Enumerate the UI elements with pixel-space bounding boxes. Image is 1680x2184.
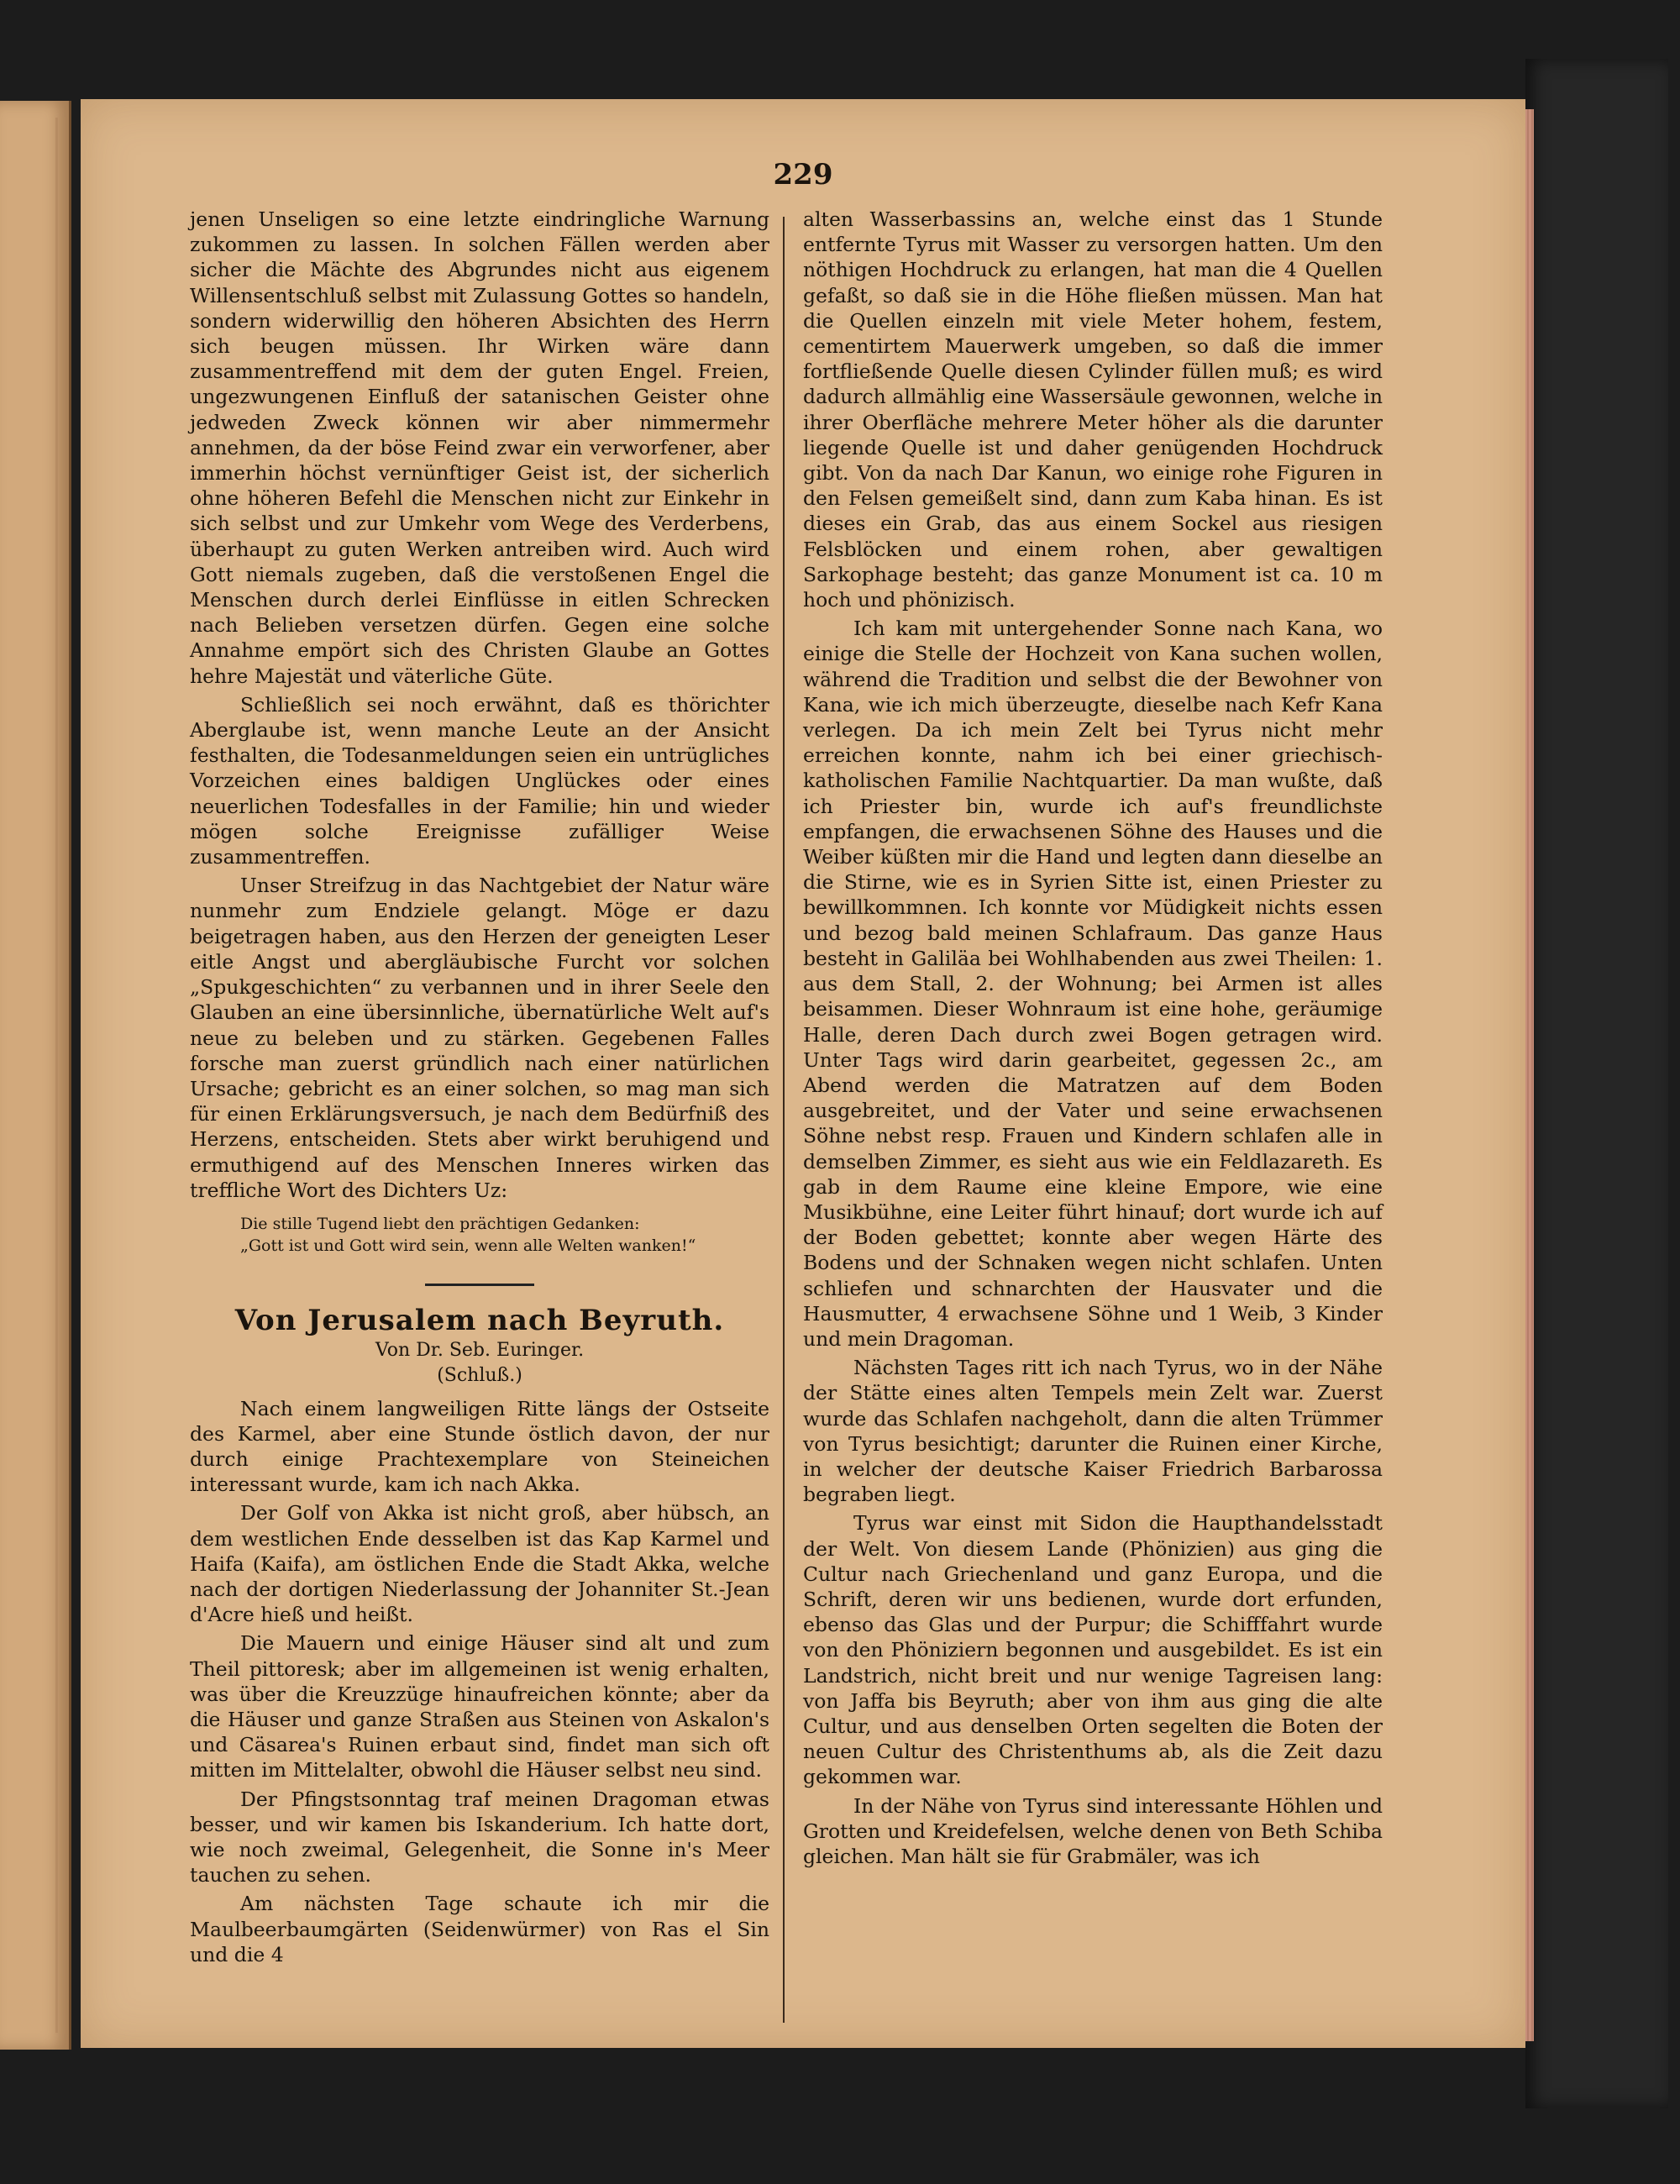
paragraph: Der Golf von Akka ist nicht groß, aber hübsch, an dem westlichen Ende desselben ist das Kap Karmel und Haifa (Kaifa), am östlichen Ende die Stadt Akka, welche nach der dortigen Niederlassung der Johanniter St.-Jean d'Acre hieß und heißt. bbox=[190, 1501, 769, 1627]
paragraph: Nächsten Tages ritt ich nach Tyrus, wo in der Nähe der Stätte eines alten Tempels mein Zelt war. Zuerst wurde das Schlafen nachgeholt, dann die alten Trümmer von Tyrus besichtigt; darunter die Ruinen einer Kirche, in welcher der deutsche Kaiser Friedrich Barbarossa begraben liegt. bbox=[803, 1356, 1383, 1507]
paragraph: Schließlich sei noch erwähnt, daß es thörichter Aberglaube ist, wenn manche Leute an der Ansicht festhalten, die Todesanmeldungen seien ein untrügliches Vorzeichen eines baldigen Unglückes oder eines neuerlichen Todesfalles in der Familie; hin und wieder mögen solche Ereignisse zufälliger Weise zusammentreffen. bbox=[190, 692, 769, 869]
article-author: Von Dr. Seb. Euringer. bbox=[375, 1340, 585, 1362]
article-subtitle: (Schluß.) bbox=[437, 1365, 522, 1387]
paragraph: Unser Streifzug in das Nachtgebiet der Natur wäre nunmehr zum Endziele gelangt. Möge er dazu beigetragen haben, aus den Herzen der geneigten Leser eitle Angst und abergläubische Furcht vor solchen „Spukgeschichten“ zu verbannen und in ihrer Seele den Glauben an eine übersinnliche, übernatürliche Welt auf's neue zu beleben und zu stärken. Gegebenen Falles forsche man zuerst gründlich nach einer natürlichen Ursache; gebricht es an einer solchen, so mag man sich für einen Erklärungsversuch, je nach dem Bedürfniß des Herzens, entscheiden. Stets aber wirkt beruhigend und ermuthigend auf des Menschen Inneres wirken das treffliche Wort des Dichters Uz: bbox=[190, 874, 769, 1202]
paragraph: Der Pfingstsonntag traf meinen Dragoman etwas besser, und wir kamen bis Iskanderium. Ich hatte dort, wie noch zweimal, Gelegenheit, die Sonne in's Meer tauchen zu sehen. bbox=[190, 1787, 769, 1887]
paragraph: jenen Unseligen so eine letzte eindringliche Warnung zukommen zu lassen. In solchen Fällen werden aber sicher die Mächte des Abgrundes nicht aus eigenem Willensentschluß selbst mit Zulassung Gottes so handeln, sondern widerwillig den höheren Absichten des Herrn sich beugen müssen. Ihr Wirken wäre dann zusammentreffend mit dem der guten Engel. Freien, ungezwungenen Einfluß der satanischen Geister ohne jedweden Zweck können wir aber nimmermehr annehmen, da der böse Feind zwar ein verworfener, aber immerhin höchst vernünftiger Geist ist, der sicherlich ohne höheren Befehl die Menschen nicht zur Einkehr in sich selbst und zur Umkehr vom Wege des Verderbens, überhaupt zu guten Werken antreiben wird. Auch wird Gott niemals zugeben, daß die verstoßenen Engel die Menschen durch derlei Einflüsse in eitlen Schrecken nach Belieben versetzen dürfen. Gegen eine solche Annahme empört sich des Christen Glaube an Gottes hehre Majestät und väterliche Güte. bbox=[190, 207, 769, 688]
paragraph: Tyrus war einst mit Sidon die Haupthandelsstadt der Welt. Von diesem Lande (Phönizien) aus ging die Cultur nach Griechenland und ganz Europa, und die Schrift, deren wir uns bedienen, wurde dort erfunden, ebenso das Glas und der Purpur; die Schifffahrt wurde von den Phöniziern begonnen und ausgebildet. Es ist ein Landstrich, nicht breit und nur wenige Tagreisen lang: von Jaffa bis Beyruth; aber von ihm aus ging die alte Cultur, und aus denselben Orten segelten die Boten der neuen Cultur des Christenthums ab, als die Zeit dazu gekommen war. bbox=[803, 1511, 1383, 1789]
right-column bbox=[803, 207, 1383, 1869]
page-number: 229 bbox=[773, 158, 833, 192]
poem-quote bbox=[240, 1213, 769, 1257]
left-column bbox=[190, 207, 769, 1967]
book-page bbox=[81, 99, 1525, 2048]
article-title: Von Jerusalem nach Beyruth. bbox=[234, 1303, 725, 1337]
poem-line: „Gott ist und Gott wird sein, wenn alle Welten wanken!“ bbox=[240, 1236, 696, 1255]
paragraph: alten Wasserbassins an, welche einst das 1 Stunde entfernte Tyrus mit Wasser zu versorgen hatten. Um den nöthigen Hochdruck zu erlangen, hat man die 4 Quellen gefaßt, so daß sie in die Höhe fließen müssen. Man hat die Quellen einzeln mit viele Meter hohem, festem, cementirtem Mauerwerk umgeben, so daß die immer fortfließende Quelle diesen Cylinder füllen muß; es wird dadurch allmählig eine Wassersäule gewonnen, welche in ihrer Oberfläche mehrere Meter höher als die darunter liegende Quelle ist und daher genügenden Hochdruck gibt. Von da nach Dar Kanun, wo einige rohe Figuren in den Felsen gemeißelt sind, dann zum Kaba hinan. Es ist dieses ein Grab, das aus einem Sockel aus riesigen Felsblöcken und einem rohen, aber gewaltigen Sarkophage besteht; das ganze Monument ist ca. 10 m hoch und phönizisch. bbox=[803, 207, 1383, 612]
paragraph: Ich kam mit untergehender Sonne nach Kana, wo einige die Stelle der Hochzeit von Kana suchen wollen, während die Tradition und selbst die der Bewohner von Kana, wie ich mich überzeugte, dieselbe nach Kefr Kana verlegen. Da ich mein Zelt bei Tyrus nicht mehr erreichen konnte, nahm ich bei einer griechisch-katholischen Familie Nachtquartier. Da man wußte, daß ich Priester bin, wurde ich auf's freundlichste empfangen, die erwachsenen Söhne des Hauses und die Weiber küßten mir die Hand und legten dann dieselbe an die Stirne, wie es in Syrien Sitte ist, einen Priester zu bewillkommnen. Ich konnte vor Müdigkeit nichts essen und bezog bald meinen Schlafraum. Das ganze Haus besteht in Galiläa bei Wohlhabenden aus zwei Theilen: 1. aus dem Stall, 2. der Wohnung; bei Armen ist alles beisammen. Dieser Wohnraum ist eine hohe, geräumige Halle, deren Dach durch zwei Bogen getragen wird. Unter Tags wird darin gearbeitet, gegessen 2c., am Abend werden die Matratzen auf dem Boden ausgebreitet, und der Vater und seine erwachsenen Söhne nebst resp. Frauen und Kindern schlafen alle in demselben Zimmer, es sieht aus wie ein Feldlazareth. Es gab in dem Raume eine kleine Empore, wie eine Musikbühne, eine Leiter führt hinauf; dort wurde ich auf der Boden gebettet; konnte aber wegen Härte des Bodens und der Schnaken wegen nicht schlafen. Unten schliefen und schnarchten der Hausvater und die Hausmutter, 4 erwachsene Söhne und 1 Weib, 3 Kinder und mein Dragoman. bbox=[803, 617, 1383, 1351]
paragraph: Die Mauern und einige Häuser sind alt und zum Theil pittoresk; aber im allgemeinen ist wenig erhalten, was über die Kreuzzüge hinaufreichen könnte; aber da die Häuser und ganze Straßen aus Steinen von Askalon's und Cäsarea's Ruinen erbaut sind, findet man sich oft mitten im Mittelalter, obwohl die Häuser selbst neu sind. bbox=[190, 1631, 769, 1782]
section-separator bbox=[425, 1284, 534, 1286]
paragraph: In der Nähe von Tyrus sind interessante Höhlen und Grotten und Kreidefelsen, welche denen von Beth Schiba gleichen. Man hält sie für Grabmäler, was ich bbox=[803, 1793, 1383, 1868]
paragraph: Nach einem langweiligen Ritte längs der Ostseite des Karmel, aber eine Stunde östlich davon, der nur durch einige Prachtexemplare von Steineichen interessant wurde, kam ich nach Akka. bbox=[190, 1396, 769, 1497]
column-divider bbox=[783, 217, 785, 2023]
left-page-gutter-line bbox=[55, 118, 58, 2033]
paragraph: Am nächsten Tage schaute ich mir die Maulbeerbaumgärten (Seidenwürmer) von Ras el Sin und die 4 bbox=[190, 1892, 769, 1966]
left-page-edge bbox=[0, 101, 71, 2050]
poem-line: Die stille Tugend liebt den prächtigen Gedanken: bbox=[240, 1214, 640, 1233]
book-binding bbox=[1525, 59, 1668, 2108]
